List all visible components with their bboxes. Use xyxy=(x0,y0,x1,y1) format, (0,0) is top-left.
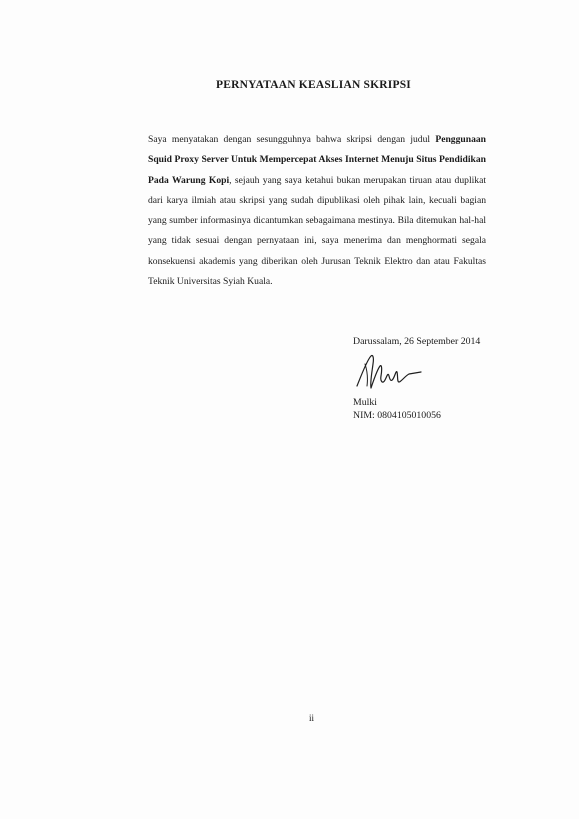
paragraph-intro: Saya menyatakan dengan sesungguhnya bahwa skripsi dengan judul xyxy=(148,134,436,145)
document-title xyxy=(0,79,579,91)
statement-paragraph xyxy=(148,130,486,292)
signer-nim: NIM: 0804105010056 xyxy=(353,410,441,421)
title-text: PERNYATAAN KEASLIAN SKRIPSI xyxy=(216,79,411,91)
signature-block xyxy=(353,335,480,422)
place-date: Darussalam, 26 September 2014 xyxy=(353,336,481,347)
thesis-title: Penggunaan Squid Proxy Server Untuk Mempercepat Akses Internet Menuju Situs Pendidikan Pada Warung Kopi xyxy=(148,134,486,186)
signer-name: Mulki xyxy=(353,397,377,408)
paragraph-rest: , sejauh yang saya ketahui bukan merupakan tiruan atau duplikat dari karya ilmiah atau skripsi yang sudah dipublikasi oleh pihak lain, kecuali bagian yang sumber informasinya dicantumkan sebagaimana mestinya. Bila ditemukan hal-hal yang tidak sesuai dengan pernyataan ini, saya menerima dan menghormati segala konsekuensi akademis yang diberikan oleh Jurusan Teknik Elektro dan atau Fakultas Teknik Universitas Syiah Kuala. xyxy=(148,174,487,288)
page-number: ii xyxy=(308,713,314,723)
handwritten-signature xyxy=(353,352,423,392)
